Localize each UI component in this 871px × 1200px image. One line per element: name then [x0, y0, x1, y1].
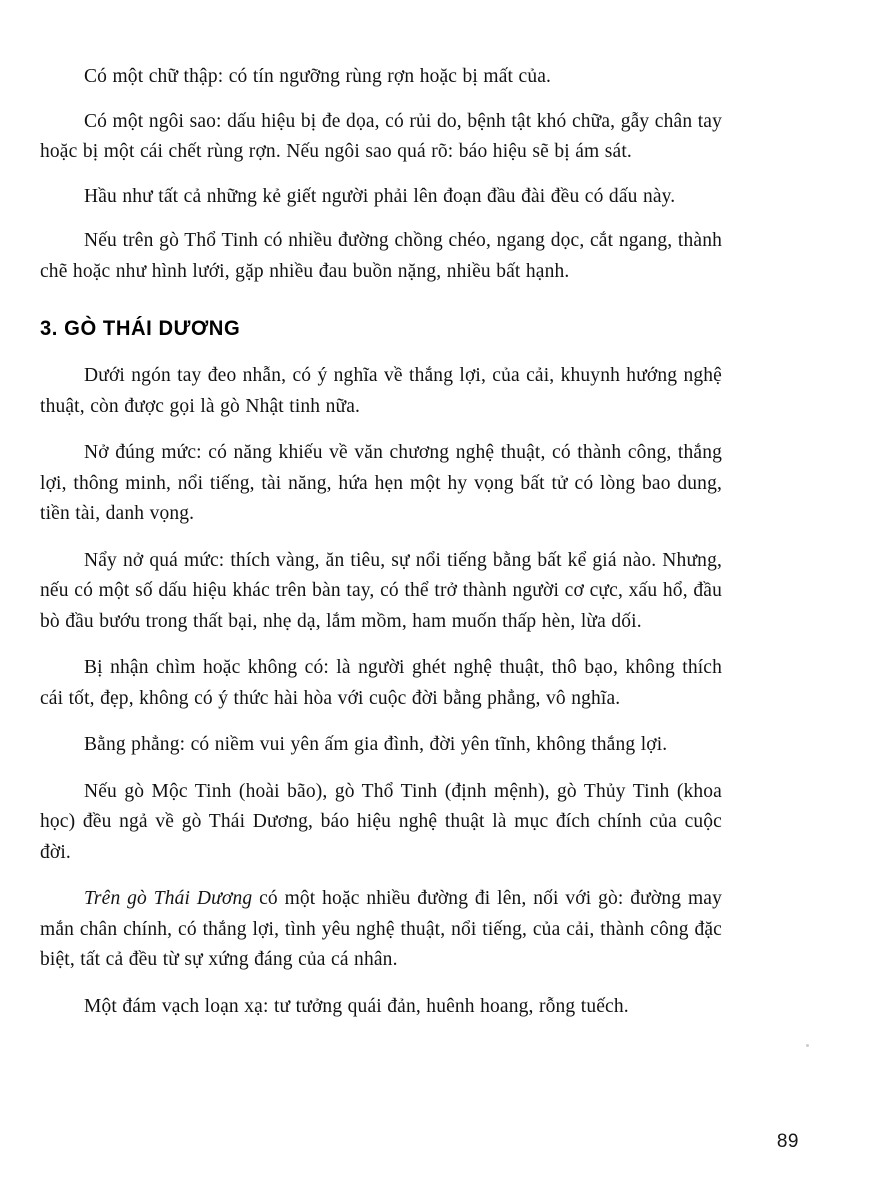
paragraph-4: Nếu trên gò Thổ Tinh có nhiều đường chồng chéo, ngang dọc, cắt ngang, thành chẽ hoặc như hình lưới, gặp nhiều đau buồn nặng, nhiều bất hạnh. [40, 230, 722, 282]
paragraph-3: Hầu như tất cả những kẻ giết người phải lên đoạn đầu đài đều có dấu này. [84, 185, 676, 207]
paragraph-2: Có một ngôi sao: dấu hiệu bị đe dọa, có rủi do, bệnh tật khó chữa, gẫy chân tay hoặc bị một cái chết rùng rợn. Nếu ngôi sao quá rõ: báo hiệu sẽ bị ám sát. [40, 110, 722, 162]
paragraph-1: Có một chữ thập: có tín ngưỡng rùng rợn hoặc bị mất của. [84, 66, 552, 87]
section-paragraph-6: Nếu gò Mộc Tinh (hoài bão), gò Thổ Tinh (định mệnh), gò Thủy Tinh (khoa học) đều ngả về gò Thái Dương, báo hiệu nghệ thuật là mục đích chính của cuộc đời. [40, 780, 722, 863]
section-paragraph-2: Nở đúng mức: có năng khiếu về văn chương nghệ thuật, có thành công, thắng lợi, thông minh, nổi tiếng, tài năng, hứa hẹn một hy vọng bất tử có lòng bao dung, tiền tài, danh vọng. [40, 442, 722, 524]
text-column [40, 62, 722, 1038]
page-number: 89 [776, 1131, 799, 1152]
section-paragraph-8: Một đám vạch loạn xạ: tư tưởng quái đản, huênh hoang, rỗng tuếch. [84, 995, 629, 1017]
section-heading: 3. GÒ THÁI DƯƠNG [40, 316, 241, 340]
section-paragraph-3: Nẩy nở quá mức: thích vàng, ăn tiêu, sự nổi tiếng bằng bất kể giá nào. Nhưng, nếu có một số dấu hiệu khác trên bàn tay, có thể trở thành người cơ cực, xấu hổ, đầu bò đầu bướu trong thất bại, nhẹ dạ, lắm mồm, ham muốn thấp hèn, lừa dối. [40, 549, 722, 632]
section-paragraph-5: Bằng phẳng: có niềm vui yên ấm gia đình, đời yên tĩnh, không thắng lợi. [84, 734, 668, 755]
section-paragraph-4: Bị nhận chìm hoặc không có: là người ghét nghệ thuật, thô bạo, không thích cái tốt, đẹp, không có ý thức hài hòa với cuộc đời bằng phẳng, vô nghĩa. [40, 657, 722, 709]
section-paragraph-7-rest: có một hoặc nhiều đường đi lên, nối với gò: đường may mắn chân chính, có thắng lợi, tình yêu nghệ thuật, nổi tiếng, của cải, thành công đặc biệt, tất cả đều từ sự xứng đáng của cá nhân. [40, 888, 722, 970]
section-paragraph-1: Dưới ngón tay đeo nhẫn, có ý nghĩa về thắng lợi, của cải, khuynh hướng nghệ thuật, còn được gọi là gò Nhật tinh nữa. [40, 365, 722, 417]
scan-speckle [806, 1044, 809, 1047]
italic-lead-phrase: Trên gò Thái Dương [84, 888, 253, 909]
section-paragraph-7 [40, 884, 722, 976]
